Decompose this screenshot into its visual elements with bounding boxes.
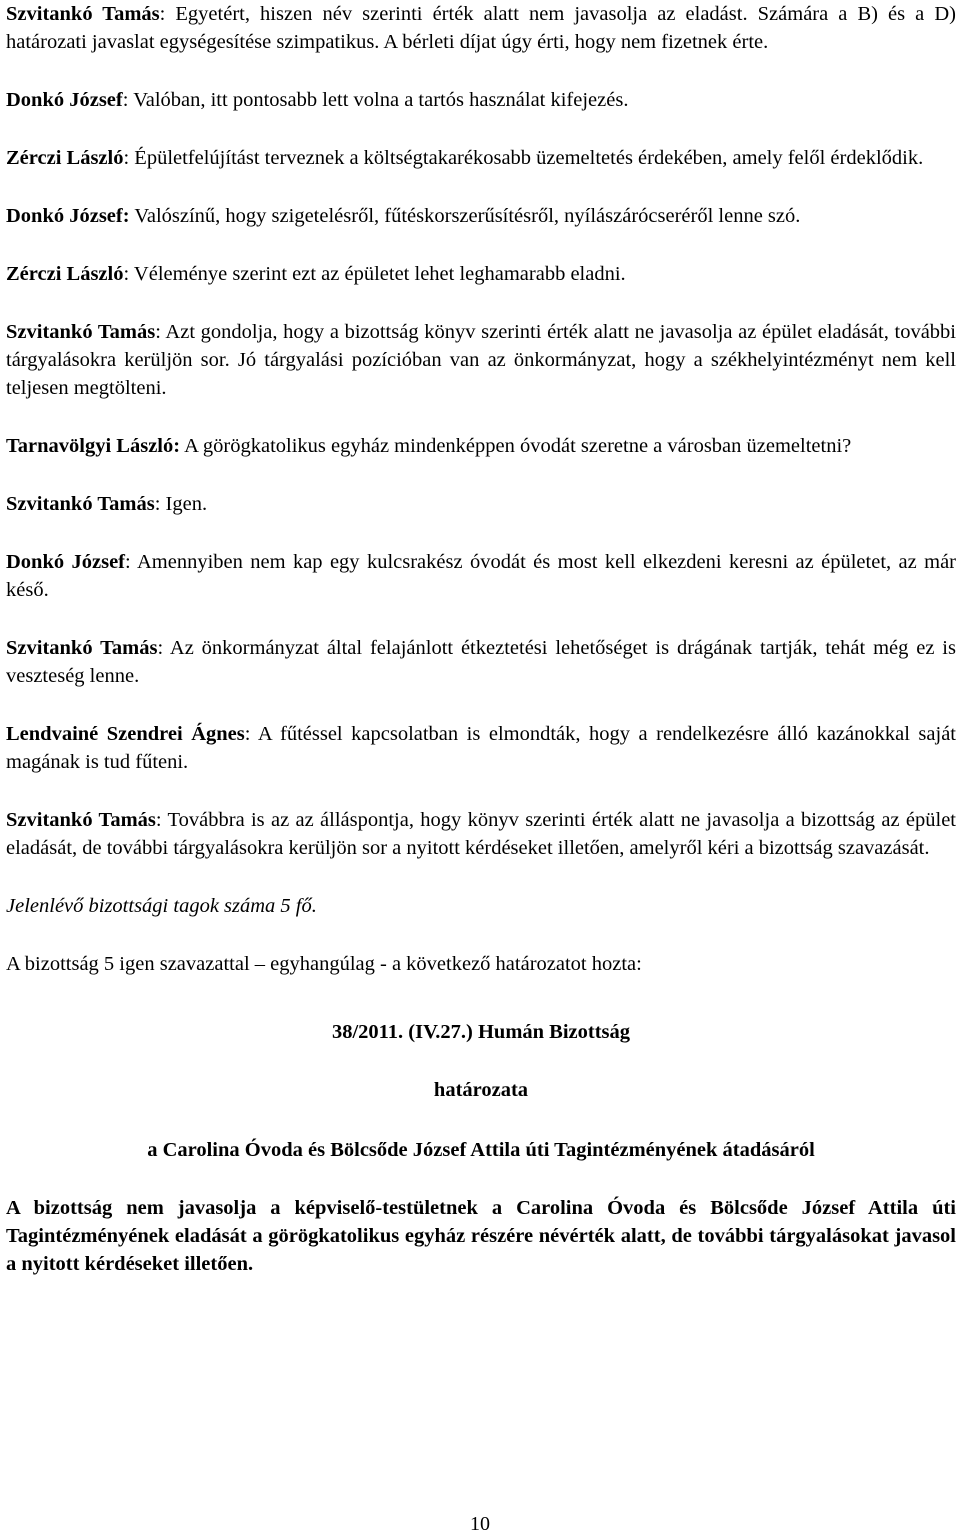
- speaker-name: Zérczi László: [6, 263, 124, 285]
- paragraph: [6, 720, 956, 776]
- paragraph-text: Amennyiben nem kap egy kulcsrakész óvodát és most kell elkezdeni keresni az épületet, az már késő.: [6, 551, 957, 601]
- speaker-name: Szvitankó Tamás: [6, 809, 156, 831]
- paragraph-text: Igen.: [165, 493, 208, 515]
- separator: :: [159, 3, 176, 25]
- paragraph-text: A görögkatolikus egyház mindenképpen óvodát szeretne a városban üzemeltetni?: [184, 435, 852, 457]
- document-page: [6, 0, 956, 1278]
- paragraph: [6, 144, 956, 172]
- paragraph: [6, 432, 956, 460]
- paragraph: [6, 806, 956, 862]
- speaker-name: Szvitankó Tamás: [6, 3, 160, 25]
- paragraph: [6, 634, 956, 690]
- paragraph: [6, 202, 956, 230]
- paragraph: [6, 490, 956, 518]
- discussion-paragraphs: [6, 0, 956, 862]
- resolution-number: 38/2011. (IV.27.) Humán Bizottság: [331, 1021, 631, 1043]
- speaker-name: Zérczi László: [6, 147, 124, 169]
- paragraph: [6, 86, 956, 114]
- paragraph-text: A fűtéssel kapcsolatban is elmondták, hogy a rendelkezésre álló kazánokkal saját magának is tud fűteni.: [6, 723, 956, 773]
- separator: :: [123, 263, 134, 285]
- separator: :: [122, 89, 134, 111]
- speaker-name: Donkó József:: [6, 205, 130, 227]
- attendance-note: Jelenlévő bizottsági tagok száma 5 fő.: [6, 895, 317, 917]
- speaker-name: Szvitankó Tamás: [6, 321, 156, 343]
- paragraph-text: Az önkormányzat által felajánlott étkeztetési lehetőséget is drágának tartják, tehát még ez is veszteség lenne.: [6, 637, 956, 687]
- resolution-body: A bizottság nem javasolja a képviselő-testületnek a Carolina Óvoda és Bölcsőde József Attila úti Tagintézményének eladását a görögkatolikus egyház részére névérték alatt, de további tárgyalásokat javasol a nyitott kérdéseket illetően.: [6, 1197, 956, 1275]
- separator: :: [155, 321, 166, 343]
- speaker-name: Szvitankó Tamás: [6, 637, 158, 659]
- resolution-label: határozata: [433, 1079, 529, 1101]
- paragraph-text: Egyetért, hiszen név szerinti érték alatt nem javasolja az eladást. Számára a B) és a D) határozati javaslat egységesítése szimpatikus. A bérleti díjat úgy érti, hogy nem fizetnek érte.: [6, 3, 956, 53]
- paragraph-text: Véleménye szerint ezt az épületet lehet leghamarabb eladni.: [133, 263, 626, 285]
- separator: :: [244, 723, 258, 745]
- paragraph: [6, 260, 956, 288]
- speaker-name: Tarnavölgyi László:: [6, 435, 181, 457]
- paragraph-text: Továbbra is az az álláspontja, hogy könyv szerinti érték alatt ne javasolja a bizottság az épület eladását, de további tárgyalásokra kerüljön sor a nyitott kérdéseket illetően, amelyről kéri a bizottság szavazását.: [6, 809, 956, 859]
- paragraph: [6, 318, 956, 402]
- speaker-name: Donkó József: [6, 551, 126, 573]
- page-number: 10: [470, 1513, 490, 1535]
- vote-statement: A bizottság 5 igen szavazattal – egyhangúlag - a következő határozatot hozta:: [6, 953, 642, 975]
- resolution-subject: a Carolina Óvoda és Bölcsőde József Attila úti Tagintézményének átadásáról: [147, 1139, 815, 1161]
- separator: :: [157, 637, 170, 659]
- speaker-name: Szvitankó Tamás: [6, 493, 155, 515]
- paragraph-text: Valóban, itt pontosabb lett volna a tartós használat kifejezés.: [133, 89, 629, 111]
- speaker-name: Donkó József: [6, 89, 123, 111]
- separator: :: [154, 493, 166, 515]
- separator: :: [125, 551, 137, 573]
- paragraph-text: Épületfelújítást terveznek a költségtakarékosabb üzemeltetés érdekében, amely felől érdeklődik.: [134, 147, 924, 169]
- paragraph: [6, 0, 956, 56]
- paragraph-text: Valószínű, hogy szigetelésről, fűtéskorszerűsítésről, nyílászárócseréről lenne szó.: [134, 205, 801, 227]
- separator: :: [155, 809, 168, 831]
- paragraph: [6, 548, 956, 604]
- paragraph-text: Azt gondolja, hogy a bizottság könyv szerinti érték alatt ne javasolja az épület eladását, további tárgyalásokra kerüljön sor. Jó tárgyalási pozícióban van az önkormányzat, hogy a székhelyintézményt nem kell teljesen megtölteni.: [6, 321, 956, 399]
- separator: :: [123, 147, 135, 169]
- speaker-name: Lendvainé Szendrei Ágnes: [6, 723, 245, 745]
